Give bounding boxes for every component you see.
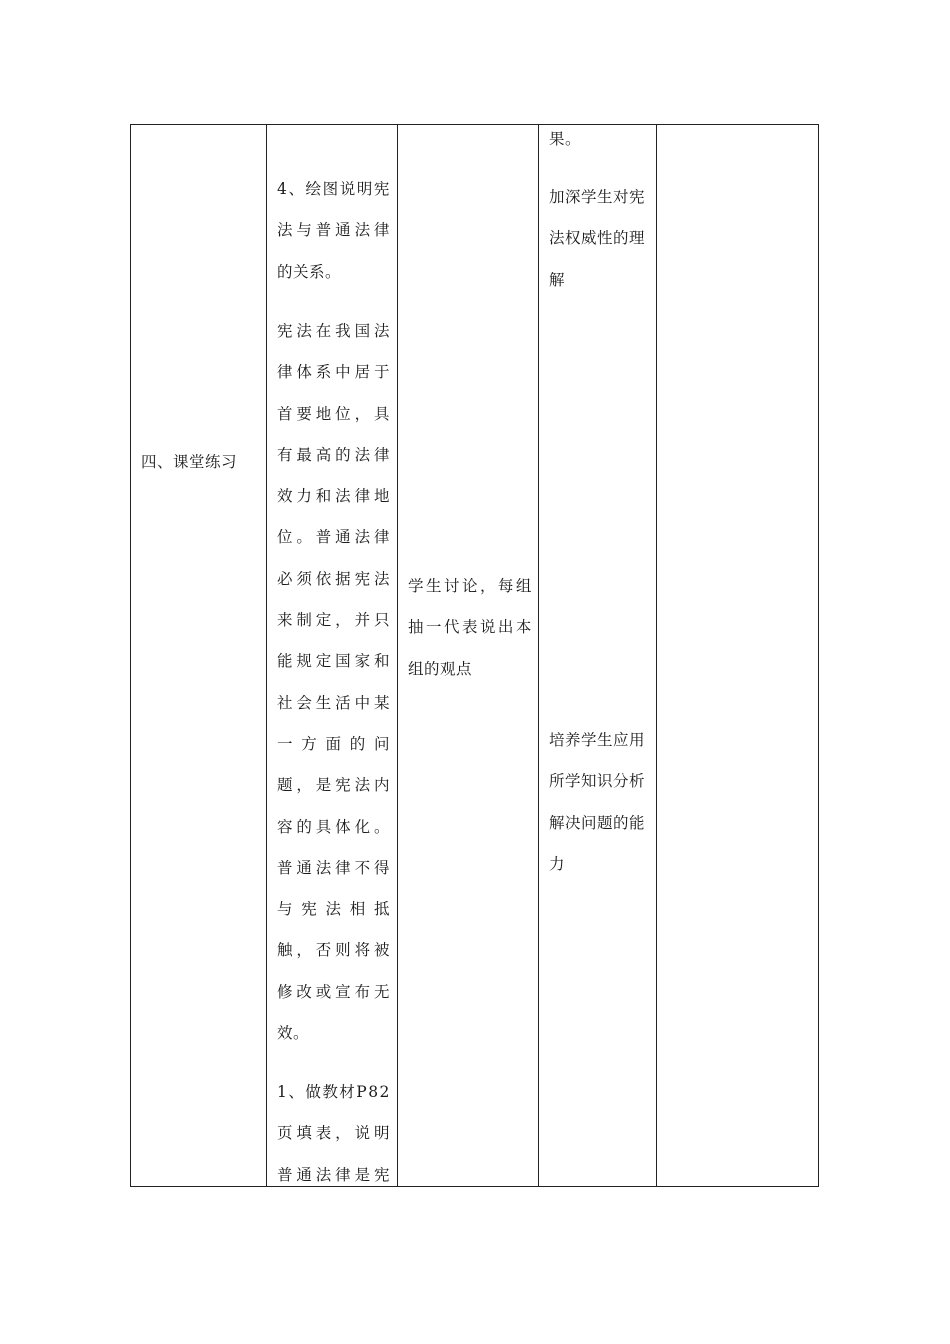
- content-line: 触 ， 否 则 将 被: [277, 941, 390, 960]
- content-line: 与 宪 法 相 抵: [277, 900, 390, 919]
- content-line: 1 、 做 教 材 P 8 2: [277, 1083, 390, 1101]
- intent-line: 力: [549, 854, 566, 873]
- column-divider: [656, 125, 657, 1186]
- content-line: 首 要 地 位 ， 具: [277, 404, 390, 423]
- content-line: 社 会 生 活 中 某: [277, 693, 390, 712]
- lesson-plan-table: [130, 124, 819, 1187]
- content-line: 效。: [277, 1024, 310, 1043]
- intent-line: 加深学生对宪: [549, 188, 646, 206]
- activity-line: 抽 一 代 表 说 出 本: [408, 618, 532, 637]
- section-label: 四、课堂练习: [141, 453, 238, 471]
- column-divider: [397, 125, 398, 1186]
- content-line: 普 通 法 律 是 宪: [277, 1165, 390, 1184]
- content-line: 宪 法 在 我 国 法: [277, 322, 390, 340]
- content-line: 题 ， 是 宪 法 内: [277, 776, 390, 795]
- intent-line: 所学知识分析: [549, 772, 646, 791]
- student-activity-cell: [408, 566, 532, 690]
- content-line: 4 、 绘 图 说 明 宪: [277, 180, 390, 198]
- column-divider: [538, 125, 539, 1186]
- intent-line: 解决问题的能: [549, 813, 646, 832]
- content-block-exercise: [277, 1072, 390, 1196]
- section-label-cell: [141, 442, 237, 483]
- intent-fragment: [549, 119, 581, 160]
- content-line: 的关系。: [277, 262, 342, 281]
- activity-line: 组的观点: [408, 659, 473, 678]
- content-line: 普 通 法 律 不 得: [277, 858, 390, 877]
- content-line: 能 规 定 国 家 和: [277, 652, 390, 671]
- intent-line: 培养学生应用: [549, 731, 646, 749]
- content-line: 位 。 普 通 法 律: [277, 528, 390, 547]
- intent-block-application: [549, 720, 645, 885]
- content-line: 容 的 具 体 化 。: [277, 817, 390, 836]
- content-line: 必 须 依 据 宪 法: [277, 569, 390, 588]
- content-line: 来 制 定 ， 并 只: [277, 611, 390, 630]
- content-line: 效 力 和 法 律 地: [277, 487, 390, 506]
- content-line: 有 最 高 的 法 律: [277, 445, 390, 464]
- content-line: 一 方 面 的 问: [277, 734, 390, 753]
- intent-line: 法权威性的理: [549, 229, 646, 248]
- content-block-explanation: [277, 311, 390, 1054]
- intent-block-authority: [549, 177, 645, 301]
- content-line: 律 体 系 中 居 于: [277, 363, 390, 382]
- content-line: 页 填 表 ， 说 明: [277, 1124, 390, 1143]
- intent-line: 果。: [549, 130, 582, 148]
- column-divider: [266, 125, 267, 1186]
- content-line: 修 改 或 宣 布 无: [277, 982, 390, 1001]
- intent-line: 解: [549, 270, 566, 289]
- activity-line: 学 生 讨 论 ， 每 组: [408, 577, 532, 595]
- content-block-drawing-task: [277, 169, 390, 293]
- content-line: 法 与 普 通 法 律: [277, 221, 390, 240]
